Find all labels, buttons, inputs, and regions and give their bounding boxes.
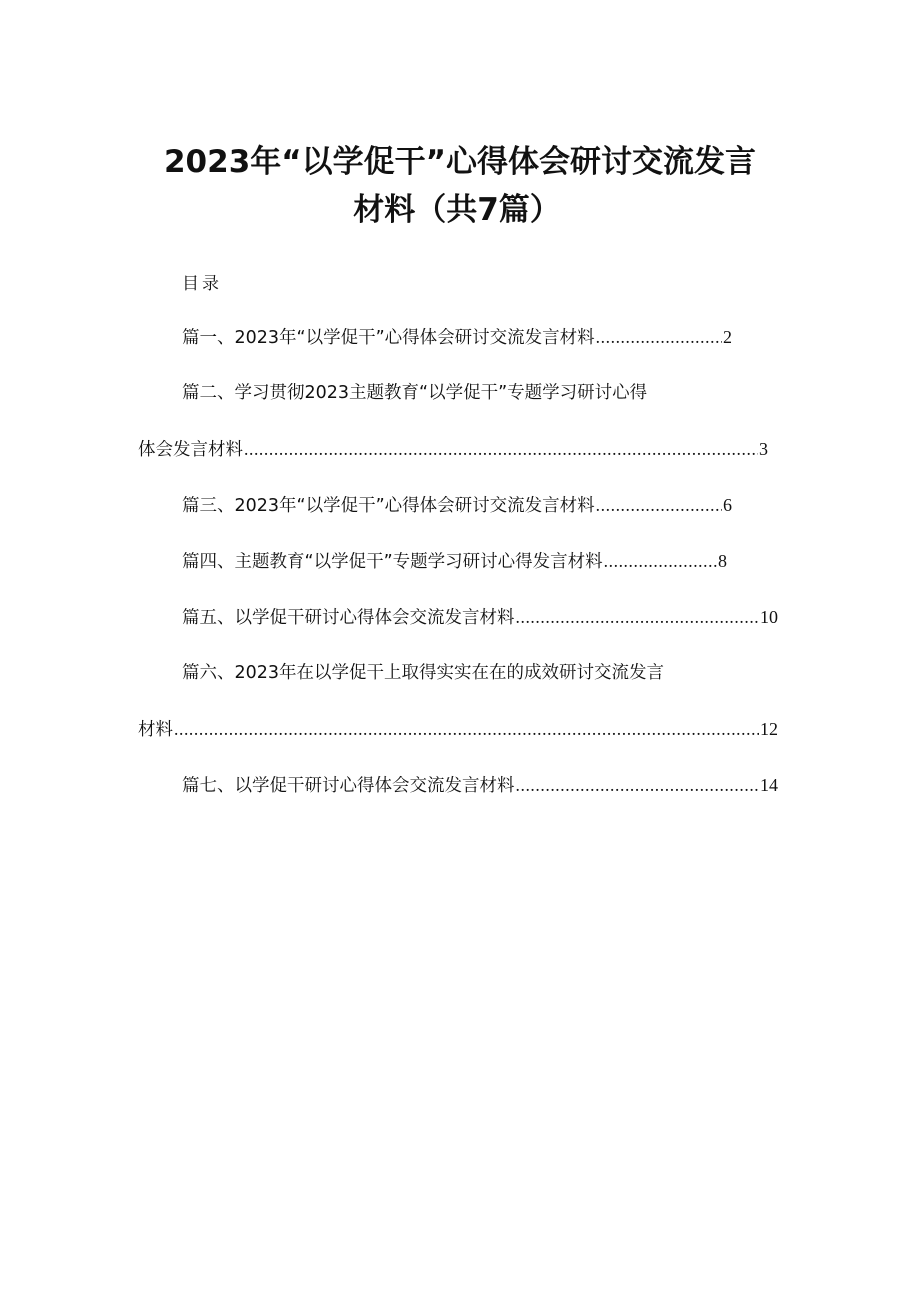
document-title-line-1: 2023年“以学促干”心得体会研讨交流发言 <box>163 144 757 180</box>
toc-entry-2-line-1[interactable]: 篇二、学习贯彻2023主题教育“以学促干”专题学习研讨心得 <box>182 383 648 403</box>
toc-leader-dots <box>174 716 759 742</box>
toc-entry-label: 篇七、以学促干研讨心得体会交流发言材料 <box>182 776 515 796</box>
toc-entry-page: 2 <box>723 327 732 347</box>
toc-entry-4[interactable] <box>182 548 727 575</box>
toc-entry-label: 篇一、2023年“以学促干”心得体会研讨交流发言材料 <box>182 328 595 348</box>
toc-entry-page: 10 <box>760 607 778 627</box>
toc-entry-3[interactable] <box>182 492 732 519</box>
toc-leader-dots <box>596 492 722 518</box>
toc-entry-label: 篇五、以学促干研讨心得体会交流发言材料 <box>182 608 515 628</box>
toc-leader-dots <box>516 604 760 630</box>
toc-leader-dots <box>516 772 760 798</box>
toc-entry-1[interactable] <box>182 324 732 351</box>
toc-entry-page: 3 <box>759 439 768 459</box>
toc-leader-dots <box>596 324 722 350</box>
toc-heading: 目录 <box>182 274 222 294</box>
toc-entry-page: 12 <box>760 719 778 739</box>
toc-entry-6-line-1[interactable]: 篇六、2023年在以学促干上取得实实在在的成效研讨交流发言 <box>182 663 665 683</box>
toc-entry-7[interactable] <box>182 772 778 799</box>
toc-entry-label: 体会发言材料 <box>138 440 243 460</box>
toc-entry-6[interactable] <box>138 716 778 743</box>
toc-entry-5[interactable] <box>182 604 778 631</box>
document-title-line-2: 材料（共7篇） <box>353 192 561 228</box>
toc-leader-dots <box>604 548 717 574</box>
toc-entry-label: 篇三、2023年“以学促干”心得体会研讨交流发言材料 <box>182 496 595 516</box>
toc-entry-page: 6 <box>723 495 732 515</box>
toc-entry-label: 篇四、主题教育“以学促干”专题学习研讨心得发言材料 <box>182 552 603 572</box>
toc-entry-2[interactable] <box>138 436 768 463</box>
toc-entry-page: 8 <box>718 551 727 571</box>
toc-entry-label: 材料 <box>138 720 173 740</box>
toc-entry-page: 14 <box>760 775 778 795</box>
toc-leader-dots <box>244 436 758 462</box>
